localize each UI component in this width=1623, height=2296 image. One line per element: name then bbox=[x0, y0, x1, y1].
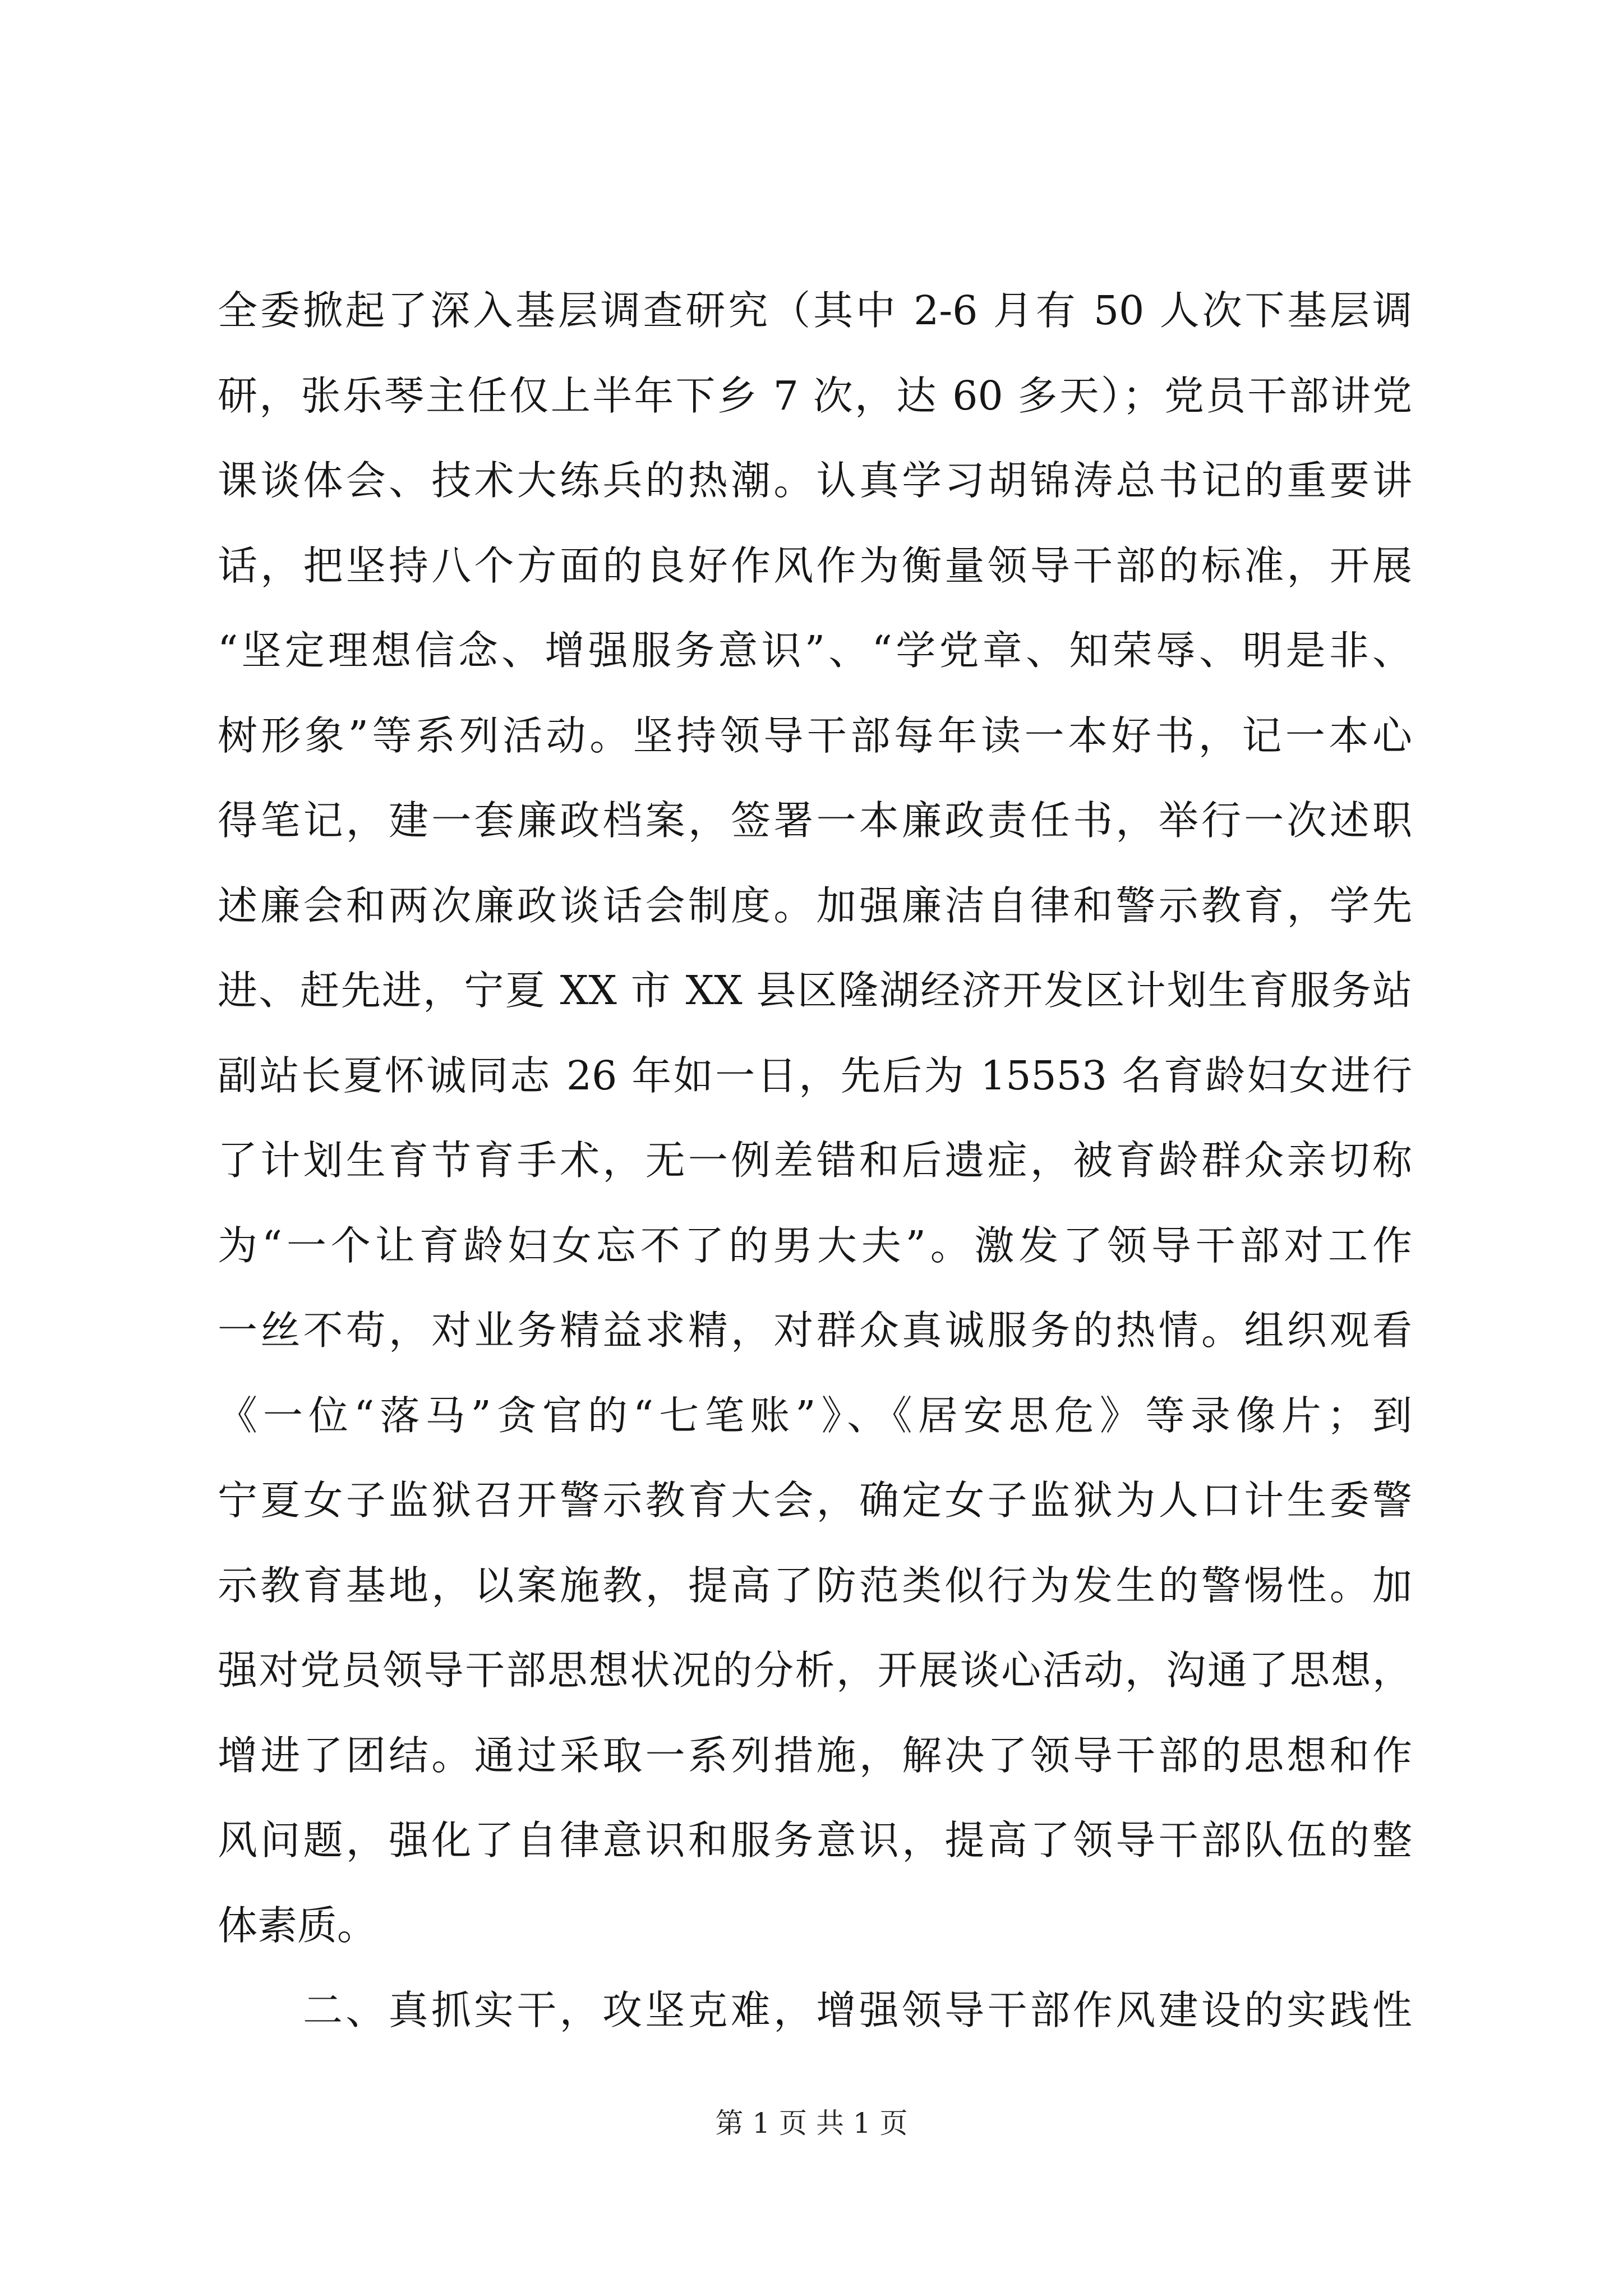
text-line: 课谈体会、技术大练兵的热潮。认真学习胡锦涛总书记的重要讲 bbox=[218, 457, 1412, 504]
text-line: 了计划生育节育手术，无一例差错和后遗症，被育龄群众亲切称 bbox=[218, 1137, 1412, 1184]
text-line: “坚定理想信念、增强服务意识”、“学党章、知荣辱、明是非、 bbox=[218, 627, 1412, 674]
body-text bbox=[218, 268, 1412, 2053]
section-heading-line: 二、真抓实干，攻坚克难，增强领导干部作风建设的实践性 bbox=[303, 1987, 1412, 2033]
text-line: 进、赶先进，宁夏 XX 市 XX 县区隆湖经济开发区计划生育服务站 bbox=[218, 967, 1412, 1014]
text-line: 研，张乐琴主任仅上半年下乡 7 次，达 60 多天）；党员干部讲党 bbox=[218, 372, 1412, 419]
text-line: 为“一个让育龄妇女忘不了的男大夫”。激发了领导干部对工作 bbox=[218, 1222, 1412, 1269]
text-line: 增进了团结。通过采取一系列措施，解决了领导干部的思想和作 bbox=[218, 1732, 1412, 1779]
text-line: 宁夏女子监狱召开警示教育大会，确定女子监狱为人口计生委警 bbox=[218, 1477, 1412, 1524]
text-line: 全委掀起了深入基层调查研究（其中 2-6 月有 50 人次下基层调 bbox=[218, 287, 1412, 334]
text-line: 强对党员领导干部思想状况的分析，开展谈心活动，沟通了思想， bbox=[218, 1647, 1412, 1694]
text-line: 《一位“落马”贪官的“七笔账”》、《居安思危》等录像片；到 bbox=[218, 1392, 1412, 1439]
text-line: 树形象”等系列活动。坚持领导干部每年读一本好书，记一本心 bbox=[218, 712, 1412, 759]
text-line: 一丝不苟，对业务精益求精，对群众真诚服务的热情。组织观看 bbox=[218, 1307, 1412, 1354]
text-line: 示教育基地，以案施教，提高了防范类似行为发生的警惕性。加 bbox=[218, 1562, 1412, 1609]
page-number-footer: 第 1 页 共 1 页 bbox=[715, 2107, 908, 2139]
text-line: 话，把坚持八个方面的良好作风作为衡量领导干部的标准，开展 bbox=[218, 542, 1412, 589]
text-line: 得笔记，建一套廉政档案，签署一本廉政责任书，举行一次述职 bbox=[218, 797, 1412, 844]
text-line: 风问题，强化了自律意识和服务意识，提高了领导干部队伍的整 bbox=[218, 1817, 1412, 1864]
text-line: 副站长夏怀诚同志 26 年如一日，先后为 15553 名育龄妇女进行 bbox=[218, 1052, 1412, 1099]
text-line: 述廉会和两次廉政谈话会制度。加强廉洁自律和警示教育，学先 bbox=[218, 882, 1412, 929]
paragraph-end-line: 体素质。 bbox=[218, 1902, 377, 1949]
